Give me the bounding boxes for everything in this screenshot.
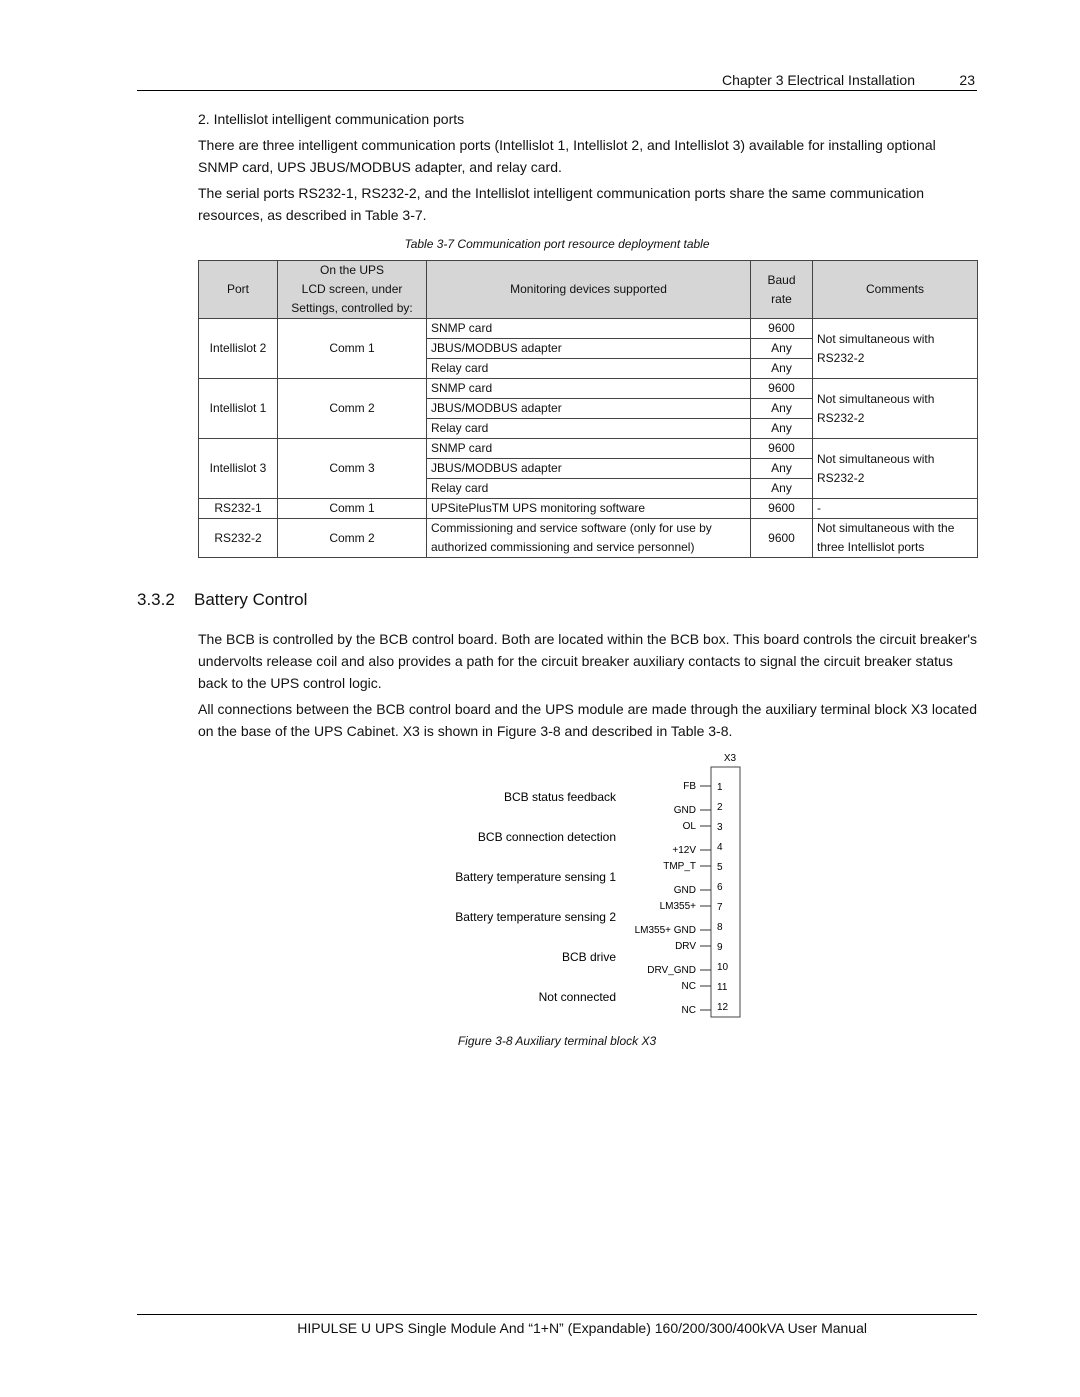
device-cell: SNMP card bbox=[427, 319, 751, 339]
baud-cell: 9600 bbox=[751, 499, 813, 519]
baud-cell: Any bbox=[751, 419, 813, 439]
device-cell: Relay card bbox=[427, 359, 751, 379]
device-cell: JBUS/MODBUS adapter bbox=[427, 459, 751, 479]
terminal-pin-number: 3 bbox=[717, 822, 723, 833]
device-line-1: Commissioning and service software (only for use by bbox=[431, 521, 712, 535]
terminal-pin-number: 8 bbox=[717, 922, 723, 933]
table-caption: Table 3-7 Communication port resource deployment table bbox=[404, 237, 710, 251]
terminal-pin-number: 7 bbox=[717, 902, 723, 913]
device-cell: JBUS/MODBUS adapter bbox=[427, 399, 751, 419]
terminal-pin-number: 5 bbox=[717, 862, 723, 873]
footer-rule bbox=[137, 1314, 977, 1315]
figure-caption: Figure 3-8 Auxiliary terminal block X3 bbox=[457, 1034, 657, 1048]
device-cell: UPSitePlusTM UPS monitoring software bbox=[427, 499, 751, 519]
terminal-signal-label: LM355+ bbox=[659, 901, 696, 912]
terminal-signal-label: NC bbox=[681, 981, 696, 992]
terminal-block-outline bbox=[711, 767, 740, 1017]
terminal-pin-number: 1 bbox=[717, 782, 723, 793]
terminal-group-label: Battery temperature sensing 2 bbox=[455, 910, 616, 924]
comment-line-2: RS232-2 bbox=[817, 470, 865, 485]
header-baud-line-1: Baud bbox=[767, 272, 796, 287]
comm-cell: Comm 1 bbox=[278, 319, 427, 379]
port-cell: RS232-2 bbox=[199, 519, 278, 558]
terminal-group-label: BCB drive bbox=[561, 950, 616, 964]
comm-cell: Comm 2 bbox=[278, 379, 427, 439]
terminal-pin-number: 6 bbox=[717, 882, 723, 893]
header-lcd-line-1: On the UPS bbox=[319, 263, 385, 277]
comment-line-2: RS232-2 bbox=[817, 410, 865, 425]
baud-cell: Any bbox=[751, 459, 813, 479]
device-cell: SNMP card bbox=[427, 439, 751, 459]
terminal-pin-number: 11 bbox=[717, 982, 728, 993]
baud-cell: 9600 bbox=[751, 319, 813, 339]
terminal-signal-label: GND bbox=[673, 885, 696, 896]
section-number: 3.3.2 bbox=[137, 590, 175, 609]
device-line-2: authorized commissioning and service personnel) bbox=[431, 540, 695, 554]
device-cell: Relay card bbox=[427, 419, 751, 439]
terminal-pin-number: 10 bbox=[717, 962, 729, 973]
port-cell: Intellislot 1 bbox=[199, 379, 278, 439]
header-lcd-line-2: LCD screen, under bbox=[301, 282, 403, 296]
baud-cell: 9600 bbox=[751, 439, 813, 459]
terminal-signal-label: OL bbox=[682, 821, 696, 832]
comment-line-1: Not simultaneous with bbox=[817, 451, 935, 466]
terminal-pin-number: 9 bbox=[717, 942, 723, 953]
port-cell: Intellislot 3 bbox=[199, 439, 278, 499]
baud-cell: Any bbox=[751, 399, 813, 419]
comment-line-1: Not simultaneous with bbox=[817, 331, 935, 346]
comment-line-2: RS232-2 bbox=[817, 350, 865, 365]
baud-cell: Any bbox=[751, 479, 813, 499]
terminal-signal-label: LM355+ GND bbox=[634, 925, 696, 936]
terminal-signal-label: DRV_GND bbox=[647, 965, 696, 976]
terminal-group-label: Battery temperature sensing 1 bbox=[455, 870, 616, 884]
baud-cell: 9600 bbox=[751, 519, 813, 558]
intellislot-paragraph-1: There are three intelligent communication ports (Intellislot 1, Intellislot 2, and Intellislot 3) available for installing optional SNMP card, UPS JBUS/MODBUS adapter, and relay card. bbox=[198, 137, 936, 175]
device-cell: Relay card bbox=[427, 479, 751, 499]
intellislot-heading: 2. Intellislot intelligent communication ports bbox=[198, 111, 465, 127]
header-port: Port bbox=[199, 261, 278, 319]
running-header-chapter: Chapter 3 Electrical Installation bbox=[722, 72, 915, 88]
baud-cell: 9600 bbox=[751, 379, 813, 399]
baud-cell: Any bbox=[751, 359, 813, 379]
comm-cell: Comm 1 bbox=[278, 499, 427, 519]
terminal-signal-label: +12V bbox=[672, 845, 696, 856]
terminal-group-label: BCB connection detection bbox=[477, 830, 616, 844]
header-lcd-line-3: Settings, controlled by: bbox=[291, 301, 413, 315]
header-comments: Comments bbox=[813, 261, 978, 319]
terminal-signal-label: GND bbox=[673, 805, 696, 816]
footer-text: HIPULSE U UPS Single Module And “1+N” (Expandable) 160/200/300/400kVA User Manual bbox=[297, 1320, 867, 1336]
page-number: 23 bbox=[959, 72, 975, 88]
terminal-group-label: BCB status feedback bbox=[503, 790, 616, 804]
terminal-pin-number: 12 bbox=[717, 1002, 729, 1013]
baud-cell: Any bbox=[751, 339, 813, 359]
terminal-block-label: X3 bbox=[723, 753, 737, 764]
intellislot-paragraph-2: The serial ports RS232-1, RS232-2, and the Intellislot intelligent communication ports share the same communication resources, as described in Table 3-7. bbox=[198, 185, 925, 223]
comm-cell: Comm 2 bbox=[278, 519, 427, 558]
terminal-signal-label: NC bbox=[681, 1005, 696, 1016]
terminal-group-label: Not connected bbox=[538, 990, 616, 1004]
device-cell: SNMP card bbox=[427, 379, 751, 399]
section-title: Battery Control bbox=[194, 590, 308, 609]
port-cell: Intellislot 2 bbox=[199, 319, 278, 379]
port-cell: RS232-1 bbox=[199, 499, 278, 519]
comm-cell: Comm 3 bbox=[278, 439, 427, 499]
terminal-pin-number: 4 bbox=[717, 842, 723, 853]
comment-line-2: three Intellislot ports bbox=[817, 540, 925, 554]
terminal-signal-label: TMP_T bbox=[663, 861, 696, 872]
terminal-signal-label: FB bbox=[683, 781, 696, 792]
comment-line-1: Not simultaneous with bbox=[817, 391, 935, 406]
battery-paragraph-2: All connections between the BCB control board and the UPS module are made through the auxiliary terminal block X3 located on the base of the UPS Cabinet. X3 is shown in Figure 3-8 and described in Table 3-8. bbox=[198, 701, 978, 739]
header-baud-line-2: rate bbox=[771, 291, 792, 306]
battery-paragraph-1: The BCB is controlled by the BCB control board. Both are located within the BCB box. This board controls the circuit breaker's undervolts release coil and also provides a path for the circuit breaker auxiliary contacts to signal the circuit breaker status back to the UPS control logic. bbox=[198, 631, 978, 691]
terminal-signal-label: DRV bbox=[675, 941, 696, 952]
header-devices: Monitoring devices supported bbox=[427, 261, 751, 319]
device-cell: JBUS/MODBUS adapter bbox=[427, 339, 751, 359]
terminal-pin-number: 2 bbox=[717, 802, 723, 813]
comment-line-1: Not simultaneous with the bbox=[817, 521, 955, 535]
comment-cell: - bbox=[813, 499, 978, 519]
